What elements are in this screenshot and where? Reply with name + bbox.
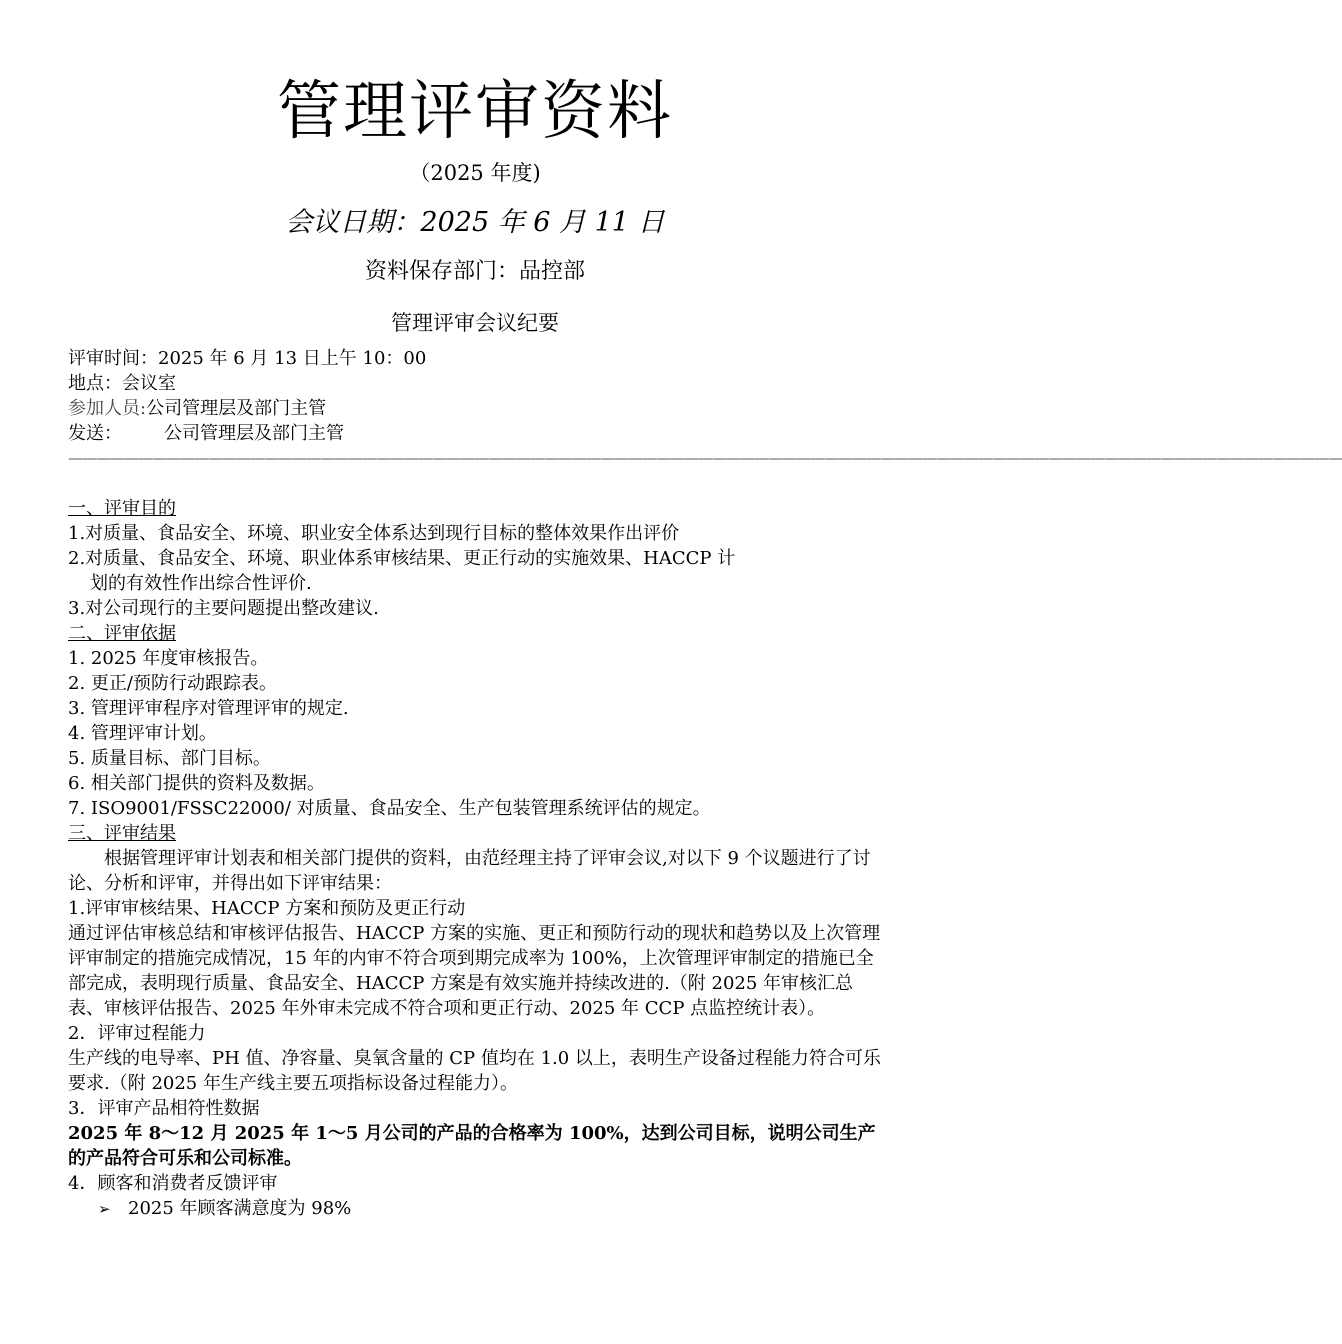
purpose-heading: 一、评审目的 xyxy=(68,498,176,519)
result-2-body: 生产线的电导率、PH 值、净容量、臭氧含量的 CP 值均在 1.0 以上，表明生产设备过程能力符合可乐要求.（附 2025 年生产线主要五项指标设备过程能力）。 xyxy=(68,1048,881,1094)
divider-line: ——————————————————————————————————————————————————————————————————————————————————————————— xyxy=(68,449,1342,467)
review-place: 地点：会议室 xyxy=(68,373,176,394)
review-time: 评审时间：2025 年 6 月 13 日上午 10：00 xyxy=(68,348,427,369)
arrow-bullet-icon: ➢ xyxy=(98,1200,111,1218)
attendees-value: 公司管理层及部门主管 xyxy=(146,398,327,419)
send-value: 公司管理层及部门主管 xyxy=(164,423,344,444)
result-3-title: 3．评审产品相符性数据 xyxy=(68,1098,260,1119)
send-row xyxy=(68,421,884,446)
purpose-item: 2.对质量、食品安全、环境、职业体系审核结果、更正行动的实施效果、HACCP 计 xyxy=(68,548,736,569)
document-body xyxy=(68,346,1342,1221)
attendees-label: 参加人员: xyxy=(68,398,147,419)
result-4-bullet xyxy=(68,1196,884,1221)
results-heading: 三、评审结果 xyxy=(68,823,176,844)
result-4-bullet-text: 2025 年顾客满意度为 98% xyxy=(128,1198,352,1219)
basis-item: 5. 质量目标、部门目标。 xyxy=(68,748,271,769)
basis-heading: 二、评审依据 xyxy=(68,623,176,644)
result-3-body: 2025 年 8～12 月 2025 年 1～5 月公司的产品的合格率为 100%，达到公司目标，说明公司生产的产品符合可乐和公司标准。 xyxy=(68,1123,876,1169)
basis-item: 1. 2025 年度审核报告。 xyxy=(68,648,269,669)
document-title: 管理评审资料 xyxy=(277,75,673,149)
basis-item: 7. ISO9001/FSSC22000/ 对质量、食品安全、生产包装管理系统评估的规定。 xyxy=(68,798,711,819)
purpose-item: 3.对公司现行的主要问题提出整改建议. xyxy=(68,598,379,619)
basis-item: 2. 更正/预防行动跟踪表。 xyxy=(68,673,277,694)
result-1-body: 通过评估审核总结和审核评估报告、HACCP 方案的实施、更正和预防行动的现状和趋势以及上次管理评审制定的措施完成情况，15 年的内审不符合项到期完成率为 100%，上次管理评审制定的措施已全部完成，表明现行质量、食品安全、HACCP 方案是有效实施并持续改进的.（附 2025 年审核汇总表、审核评估报告、2025 年外审未完成不符合项和更正行动、2025 年 CCP 点监控统计表）。 xyxy=(68,923,881,1019)
result-4-title: 4．顾客和消费者反馈评审 xyxy=(68,1173,278,1194)
purpose-item: 1.对质量、食品安全、环境、职业安全体系达到现行目标的整体效果作出评价 xyxy=(68,523,680,544)
results-intro: 根据管理评审计划表和相关部门提供的资料，由范经理主持了评审会议,对以下 9 个议题进行了讨论、分析和评审，并得出如下评审结果： xyxy=(68,848,871,894)
storage-department: 资料保存部门：品控部 xyxy=(364,259,585,284)
send-label: 发送： xyxy=(68,423,122,444)
minutes-title: 管理评审会议纪要 xyxy=(391,311,559,335)
purpose-item-continued: 划的有效性作出综合性评价. xyxy=(90,573,312,594)
basis-item: 6. 相关部门提供的资料及数据。 xyxy=(68,773,325,794)
basis-item: 4. 管理评审计划。 xyxy=(68,723,217,744)
result-1-title: 1.评审审核结果、HACCP 方案和预防及更正行动 xyxy=(68,898,466,919)
basis-item: 3. 管理评审程序对管理评审的规定. xyxy=(68,698,349,719)
meeting-date: 会议日期：2025 年 6 月 11 日 xyxy=(285,207,665,238)
result-2-title: 2．评审过程能力 xyxy=(68,1023,206,1044)
document-year: （2025 年度) xyxy=(409,161,541,185)
attendees-row xyxy=(68,396,884,421)
